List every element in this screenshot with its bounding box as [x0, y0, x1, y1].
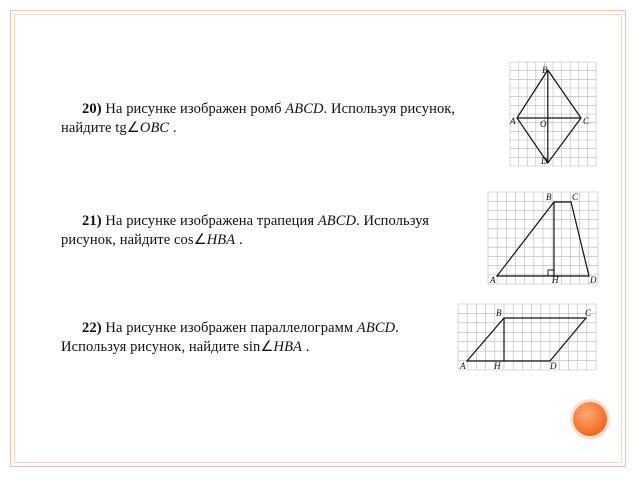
vertex-label: C — [572, 192, 579, 202]
orange-circle-button[interactable] — [573, 402, 607, 436]
parallelogram-figure — [458, 304, 596, 370]
rhombus-figure — [510, 62, 596, 166]
vertex-label: A — [510, 116, 516, 126]
vertex-label: H — [552, 275, 559, 285]
angle-name: HBA — [206, 232, 236, 248]
problem-number: 20) — [82, 101, 102, 117]
rhombus-shape — [517, 70, 581, 163]
problem-number: 22) — [82, 320, 102, 336]
vertex-label: C — [585, 308, 592, 318]
angle-name: HBA — [273, 339, 303, 355]
problem-question: найдите tg∠ — [61, 120, 140, 136]
problem-text: . — [395, 320, 399, 336]
problem-number: 21) — [82, 213, 102, 229]
vertex-label: A — [490, 275, 496, 285]
problem-21: 21) На рисунке изображена трапеция ABCD. Используя рисунок, найдите cos∠HBA . — [61, 213, 430, 248]
problem-text: На рисунке изображена трапеция — [105, 213, 318, 229]
vertex-label: D — [550, 361, 557, 371]
figure-name: ABCD — [317, 213, 357, 229]
problem-text: На рисунке изображен параллелограмм — [105, 320, 357, 336]
vertex-label: D — [541, 156, 548, 166]
trapezoid-figure — [488, 192, 598, 284]
problem-text: . Используя рисунок, — [323, 101, 456, 117]
problem-22: 22) На рисунке изображен параллелограмм ABCD. Используя рисунок, найдите sin∠HBA . — [61, 320, 399, 355]
vertex-label: H — [494, 361, 501, 371]
vertex-label: B — [542, 65, 548, 75]
grid — [458, 304, 596, 370]
figure-name: ABCD — [356, 320, 396, 336]
problem-20: 20) На рисунке изображен ромб ABCD. Используя рисунок, найдите tg∠OBC . — [61, 101, 456, 136]
vertex-label: B — [496, 308, 502, 318]
vertex-label: D — [590, 275, 597, 285]
vertex-label: B — [546, 192, 552, 202]
problem-text: . Используя — [356, 213, 430, 229]
problem-question: Используя рисунок, найдите sin∠ — [61, 339, 274, 355]
problem-text: На рисунке изображен ромб — [105, 101, 286, 117]
vertex-label: O — [540, 119, 547, 129]
angle-name: OBC — [139, 120, 170, 136]
vertex-label: A — [460, 361, 466, 371]
vertex-label: C — [583, 116, 590, 126]
figure-name: ABCD — [285, 101, 324, 117]
grid — [488, 192, 598, 284]
problem-question: рисунок, найдите cos∠ — [61, 232, 207, 248]
